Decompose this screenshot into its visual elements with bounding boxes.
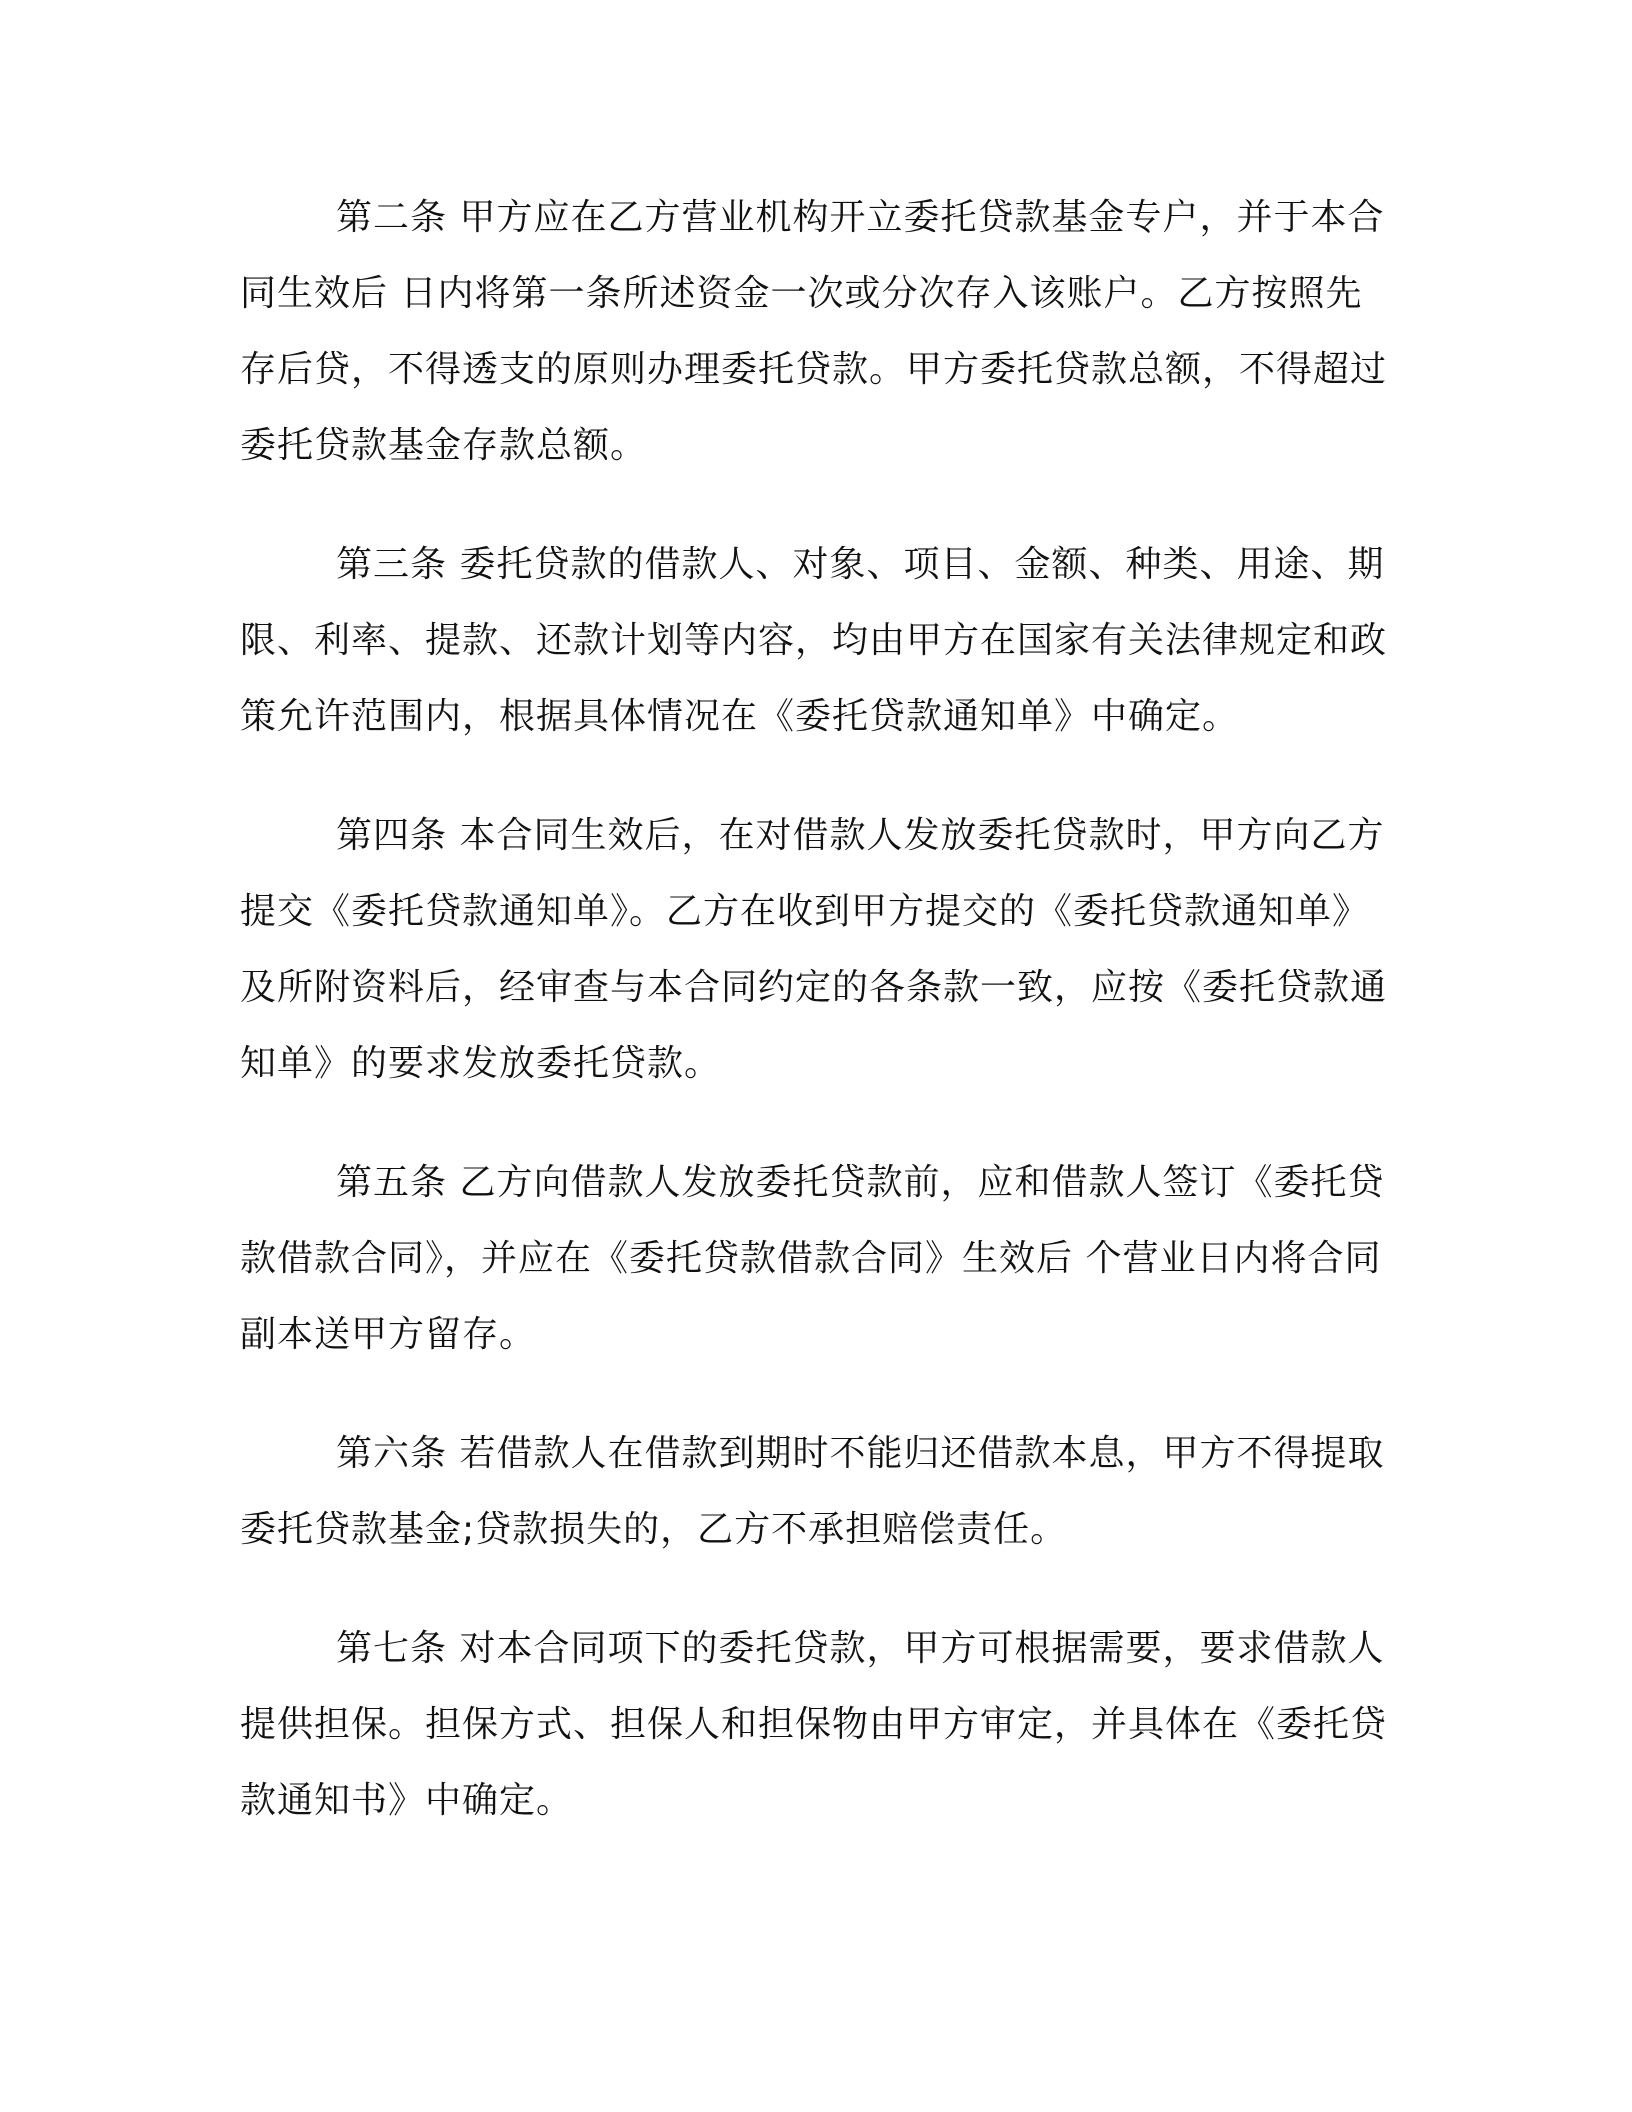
article-7: 第七条 对本合同项下的委托贷款，甲方可根据需要，要求借款人提供担保。担保方式、担保人和担保物由甲方审定，并具体在《委托贷款通知书》中确定。 [240, 1628, 1388, 1821]
article-3: 第三条 委托贷款的借款人、对象、项目、金额、种类、用途、期限、利率、提款、还款计划等内容，均由甲方在国家有关法律规定和政策允许范围内，根据具体情况在《委托贷款通知单》中确定。 [240, 544, 1388, 737]
article-2: 第二条 甲方应在乙方营业机构开立委托贷款基金专户，并于本合同生效后 日内将第一条所述资金一次或分次存入该账户。乙方按照先存后贷，不得透支的原则办理委托贷款。甲方委托贷款总额，不得超过委托贷款基金存款总额。 [240, 197, 1388, 466]
article-5: 第五条 乙方向借款人发放委托贷款前，应和借款人签订《委托贷款借款合同》，并应在《委托贷款借款合同》生效后 个营业日内将合同副本送甲方留存。 [240, 1162, 1385, 1355]
document-body [240, 180, 1390, 1882]
article-4: 第四条 本合同生效后，在对借款人发放委托贷款时，甲方向乙方提交《委托贷款通知单》。乙方在收到甲方提交的《委托贷款通知单》及所附资料后，经审查与本合同约定的各条款一致，应按《委托贷款通知单》的要求发放委托贷款。 [240, 815, 1388, 1084]
article-6: 第六条 若借款人在借款到期时不能归还借款本息，甲方不得提取委托贷款基金;贷款损失的，乙方不承担赔偿责任。 [240, 1433, 1385, 1550]
